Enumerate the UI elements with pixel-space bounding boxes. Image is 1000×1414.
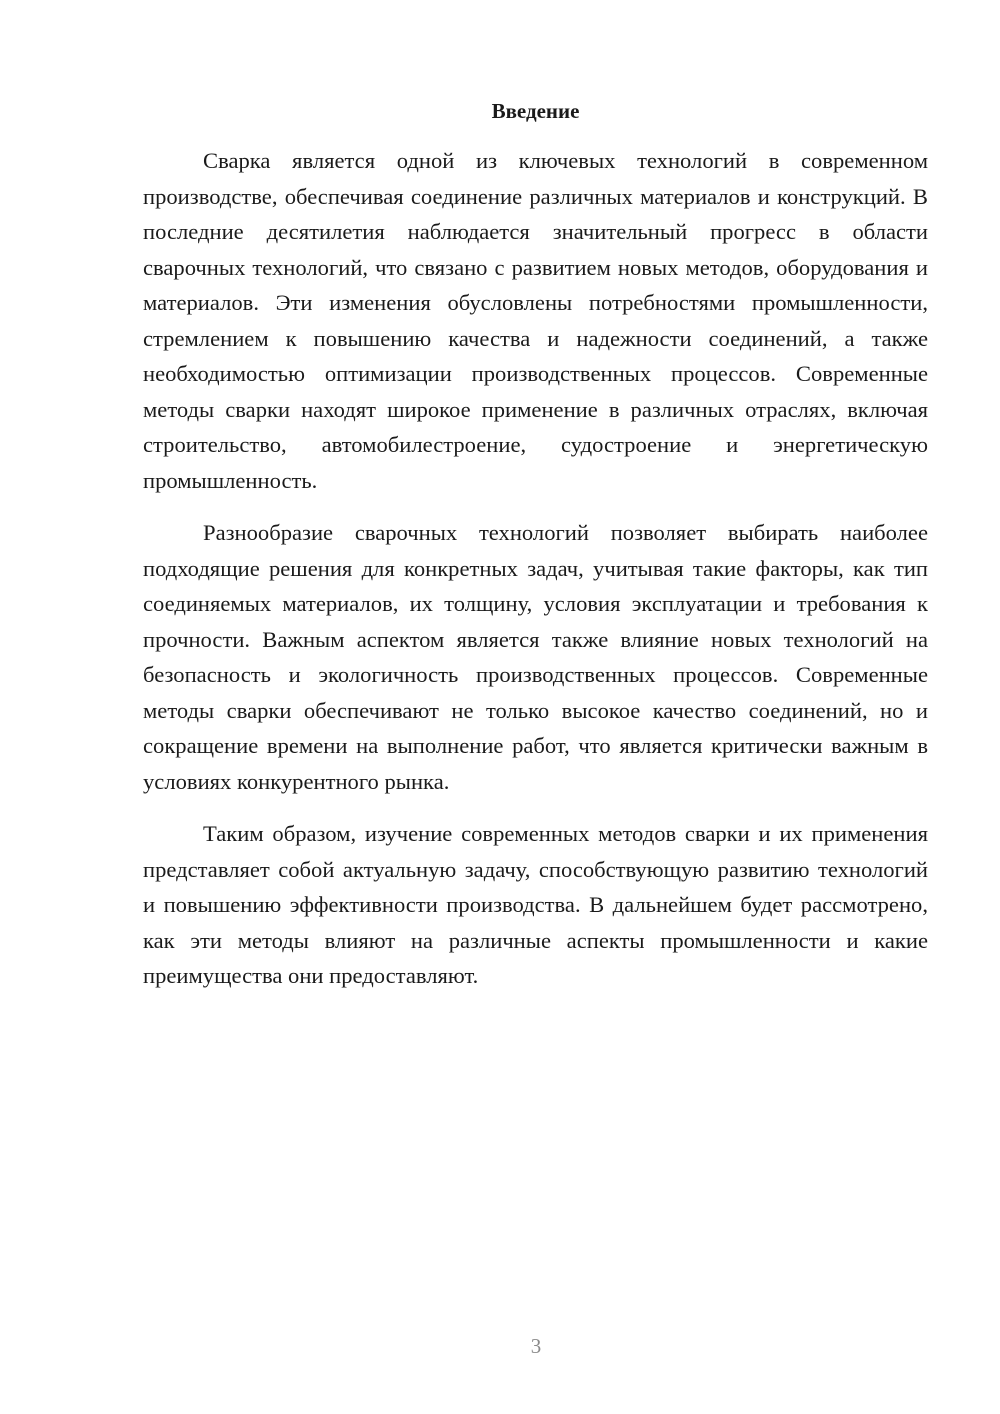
paragraph-1: Сварка является одной из ключевых технологий в современном производстве, обеспечивая соединение различных материалов и конструкций. В последние десятилетия наблюдается значительный прогресс в области сварочных технологий, что связано с развитием новых методов, оборудования и материалов. Эти изменения обусловлены потребностями промышленности, стремлением к повышению качества и надежности соединений, а также необходимостью оптимизации производственных процессов. Современные методы сварки находят широкое применение в различных отраслях, включая строительство, автомобилестроение, судостроение и энергетическую промышленность. — [143, 148, 928, 493]
section-heading: Введение — [491, 99, 580, 123]
body-text — [143, 143, 928, 1011]
page-number: 3 — [530, 1334, 542, 1358]
paragraph-2: Разнообразие сварочных технологий позволяет выбирать наиболее подходящие решения для конкретных задач, учитывая такие факторы, как тип соединяемых материалов, их толщину, условия эксплуатации и требования к прочности. Важным аспектом является также влияние новых технологий на безопасность и экологичность производственных процессов. Современные методы сварки обеспечивают не только высокое качество соединений, но и сокращение времени на выполнение работ, что является критически важным в условиях конкурентного рынка. — [143, 520, 928, 794]
paragraph-3: Таким образом, изучение современных методов сварки и их применения представляет собой актуальную задачу, способствующую развитию технологий и повышению эффективности производства. В дальнейшем будет рассмотрено, как эти методы влияют на различные аспекты промышленности и какие преимущества они предоставляют. — [143, 821, 928, 988]
